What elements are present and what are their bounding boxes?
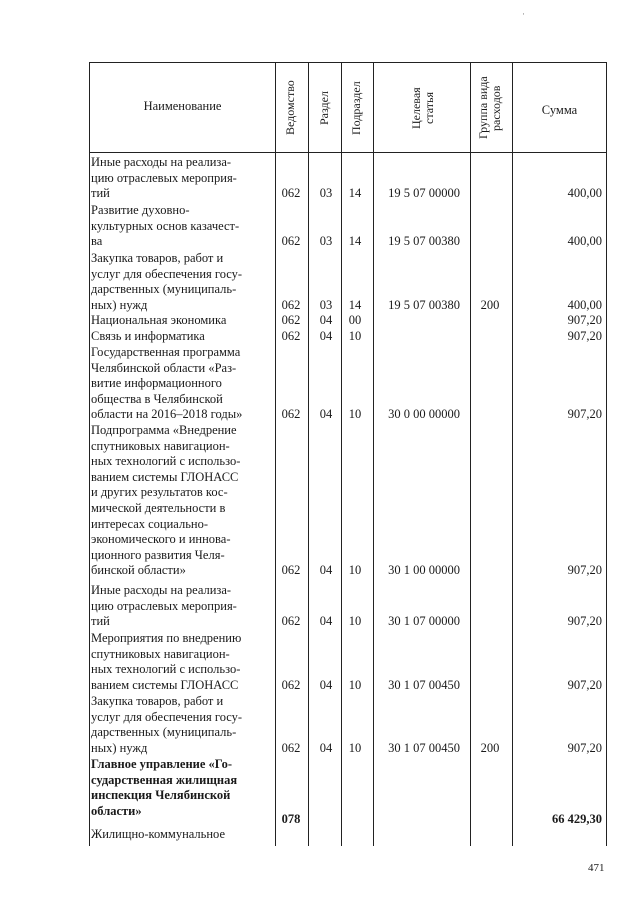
- row-name: Национальная экономика: [91, 313, 227, 327]
- row-razdel: 04: [319, 329, 333, 343]
- row-razdel: 04: [319, 614, 333, 629]
- row-podrazdel: 14: [348, 186, 362, 201]
- row-celevaya: 19 5 07 00380: [388, 297, 460, 312]
- row-name: Подпрограмма «Внедрение спутниковых навигацион- ных технологий с использо- ванием системы ГЛОНАСС и других результатов кос- мической деятельности в интересах социально- экономического и иннова- ционного развития Челя- бинской области»: [91, 423, 241, 578]
- row-podrazdel: 10: [348, 329, 362, 343]
- row-gruppa: 200: [480, 297, 500, 312]
- col-divider-podrazdel: [341, 62, 342, 846]
- table-right-border: [606, 62, 607, 846]
- row-name: Главное управление «Го- сударственная жилищная инспекция Челябинской области»: [91, 757, 238, 818]
- row-name: Мероприятия по внедрению спутниковых навигацион- ных технологий с использо- ванием системы ГЛОНАСС: [91, 631, 242, 692]
- col-divider-razdel: [308, 62, 309, 846]
- row-razdel: 04: [319, 677, 333, 692]
- row-summa: 400,00: [567, 186, 602, 201]
- header-ved: Ведомство: [283, 80, 297, 136]
- row-razdel: 04: [319, 740, 333, 755]
- row-ved: 062: [281, 186, 301, 201]
- row-name: Государственная программа Челябинской области «Раз- витие информационного общества в Челябинской области на 2016–2018 годы»: [91, 345, 243, 422]
- row-razdel: 03: [319, 186, 333, 201]
- row-ved: 062: [281, 297, 301, 312]
- row-podrazdel: 14: [348, 297, 362, 312]
- row-name: Закупка товаров, работ и услуг для обеспечения госу- дарственных (муниципаль- ных) нужд: [91, 694, 243, 755]
- row-razdel: 04: [319, 313, 333, 327]
- row-summa: 907,20: [567, 407, 602, 422]
- row-ved: 062: [281, 329, 301, 343]
- row-podrazdel: 14: [348, 234, 362, 249]
- row-name: Связь и информатика: [91, 329, 205, 343]
- row-summa: 907,20: [567, 313, 602, 327]
- page-number: 471: [588, 862, 605, 874]
- row-summa: 907,20: [567, 740, 602, 755]
- header-podrazdel: Подраздел: [349, 81, 363, 135]
- row-podrazdel: 10: [348, 563, 362, 578]
- scan-mark: ·: [522, 9, 525, 19]
- header-summa: Сумма: [541, 103, 578, 117]
- row-name: Закупка товаров, работ и услуг для обеспечения госу- дарственных (муниципаль- ных) нужд: [91, 251, 243, 312]
- row-ved: 062: [281, 677, 301, 692]
- row-summa: 66 429,30: [552, 811, 602, 826]
- table-top-border: [89, 62, 607, 63]
- row-celevaya: 30 0 00 00000: [388, 407, 460, 422]
- row-celevaya: 30 1 07 00450: [388, 740, 460, 755]
- row-celevaya: 30 1 07 00450: [388, 677, 460, 692]
- header-gruppa: Группа вида расходов: [476, 76, 503, 140]
- header-bottom-border: [89, 152, 607, 153]
- row-ved: 062: [281, 407, 301, 422]
- row-razdel: 04: [319, 563, 333, 578]
- row-name: Развитие духовно- культурных основ казачест- ва: [91, 203, 240, 249]
- row-ved: 078: [281, 811, 301, 826]
- col-divider-gruppa: [470, 62, 471, 846]
- row-ved: 062: [281, 740, 301, 755]
- row-celevaya: 30 1 00 00000: [388, 563, 460, 578]
- row-name: Иные расходы на реализа- цию отраслевых мероприя- тий: [91, 155, 237, 201]
- col-divider-celevaya: [373, 62, 374, 846]
- row-summa: 400,00: [567, 297, 602, 312]
- row-gruppa: 200: [480, 740, 500, 755]
- header-razdel: Раздел: [317, 91, 331, 125]
- col-divider-summa: [512, 62, 513, 846]
- row-celevaya: 19 5 07 00380: [388, 234, 460, 249]
- row-razdel: 04: [319, 407, 333, 422]
- header-name: Наименование: [143, 99, 222, 113]
- row-summa: 400,00: [567, 234, 602, 249]
- row-ved: 062: [281, 614, 301, 629]
- row-summa: 907,20: [567, 563, 602, 578]
- col-divider-ved: [275, 62, 276, 846]
- row-podrazdel: 10: [348, 677, 362, 692]
- row-name: Иные расходы на реализа- цию отраслевых мероприя- тий: [91, 583, 237, 629]
- row-razdel: 03: [319, 297, 333, 312]
- row-podrazdel: 10: [348, 407, 362, 422]
- table-left-border: [89, 62, 90, 846]
- row-summa: 907,20: [567, 677, 602, 692]
- row-celevaya: 19 5 07 00000: [388, 186, 460, 201]
- header-celevaya: Целевая статья: [409, 87, 436, 129]
- row-name: Жилищно-коммунальное: [91, 827, 225, 841]
- row-ved: 062: [281, 313, 301, 327]
- row-podrazdel: 00: [348, 313, 362, 327]
- row-ved: 062: [281, 563, 301, 578]
- row-podrazdel: 10: [348, 614, 362, 629]
- row-ved: 062: [281, 234, 301, 249]
- row-summa: 907,20: [567, 614, 602, 629]
- row-podrazdel: 10: [348, 740, 362, 755]
- row-celevaya: 30 1 07 00000: [388, 614, 460, 629]
- row-razdel: 03: [319, 234, 333, 249]
- row-summa: 907,20: [567, 329, 602, 343]
